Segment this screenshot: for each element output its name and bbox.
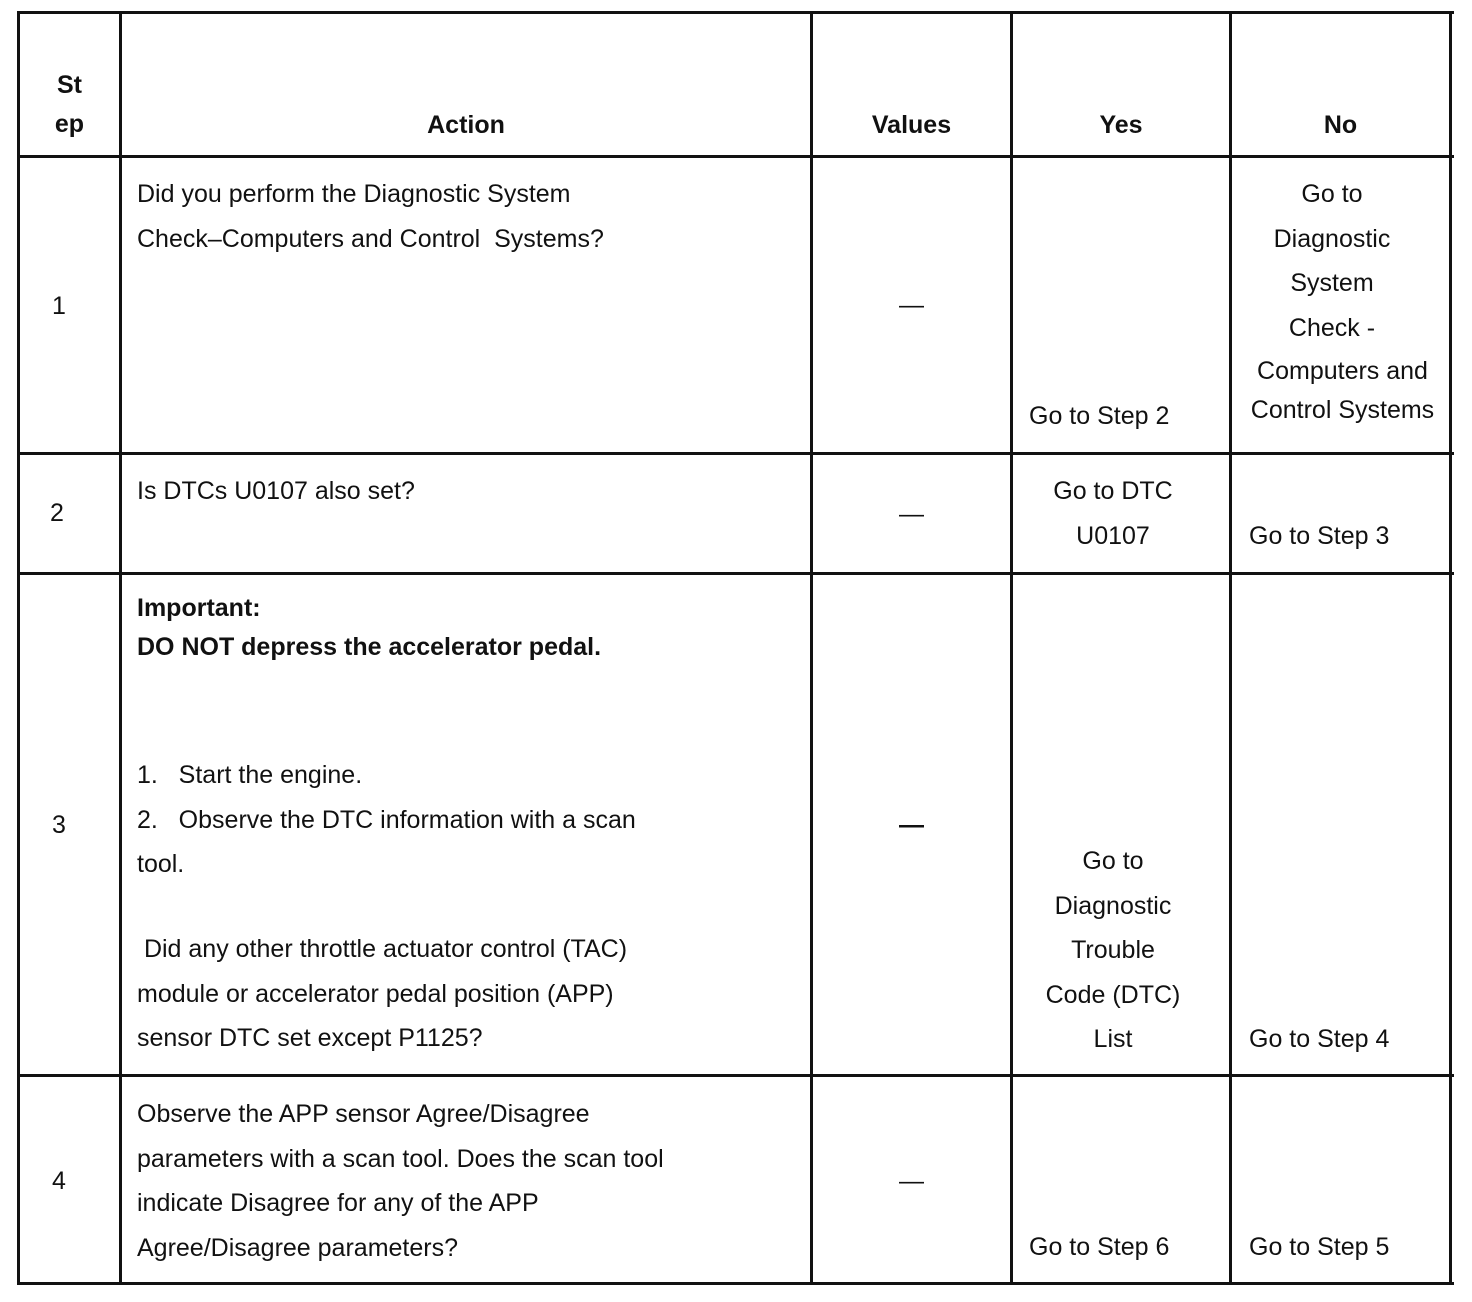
column-divider [810, 12, 813, 1285]
value-dash [813, 492, 1010, 537]
no-action: Go to Step 5 [1249, 1233, 1390, 1261]
value-dash [813, 1159, 1010, 1204]
table-border-top [17, 11, 1454, 14]
step-number: 2 [50, 499, 64, 527]
step-number: 3 [52, 811, 66, 839]
no-action: Go to Step 3 [1249, 522, 1390, 550]
value-dash-text: — [899, 1167, 924, 1195]
column-divider [119, 12, 122, 1285]
yes-action: Go to DTC U0107 [1053, 477, 1173, 550]
step-number: 4 [52, 1167, 66, 1195]
row-divider [17, 155, 1454, 158]
table-border-left [17, 12, 20, 1285]
header-yes: Yes [1099, 111, 1143, 139]
value-dash [813, 283, 1010, 328]
header-action: Action [427, 111, 505, 139]
value-dash-text: — [899, 291, 924, 319]
no-action-continued: Computers and Control Systems [1250, 357, 1435, 424]
important-text: DO NOT depress the accelerator pedal. [137, 633, 602, 661]
action-text: Is DTCs U0107 also set? [137, 477, 415, 505]
value-dash-text: — [899, 500, 924, 528]
yes-action: Go to Step 6 [1029, 1233, 1170, 1261]
important-label: Important: [137, 594, 261, 622]
header-step: St ep [54, 71, 85, 138]
action-question: Did any other throttle actuator control (TAC) module or accelerator pedal position (APP) sensor DTC set except P1125? [137, 935, 628, 1052]
value-dash [813, 803, 1010, 848]
yes-action: Go to Step 2 [1029, 402, 1170, 430]
row-divider [17, 452, 1454, 455]
row-divider [17, 1074, 1454, 1077]
value-dash-text: — [899, 811, 924, 839]
header-no: No [1323, 111, 1358, 139]
table-border-right [1449, 12, 1452, 1285]
step-number: 1 [52, 292, 66, 320]
action-steps: 1. Start the engine. 2. Observe the DTC information with a scan tool. [137, 761, 636, 878]
action-text: Observe the APP sensor Agree/Disagree parameters with a scan tool. Does the scan tool indicate Disagree for any of the APP Agree/Disagree parameters? [137, 1100, 664, 1262]
header-values: Values [871, 111, 952, 139]
row-divider [17, 572, 1454, 575]
no-action: Go to Step 4 [1249, 1025, 1390, 1053]
no-action: Go to Diagnostic System Check - [1273, 180, 1391, 342]
column-divider [1010, 12, 1013, 1285]
yes-action: Go to Diagnostic Trouble Code (DTC) List [1045, 847, 1181, 1053]
action-text: Did you perform the Diagnostic System Check–Computers and Control Systems? [137, 180, 604, 253]
table-border-bottom [17, 1282, 1454, 1285]
